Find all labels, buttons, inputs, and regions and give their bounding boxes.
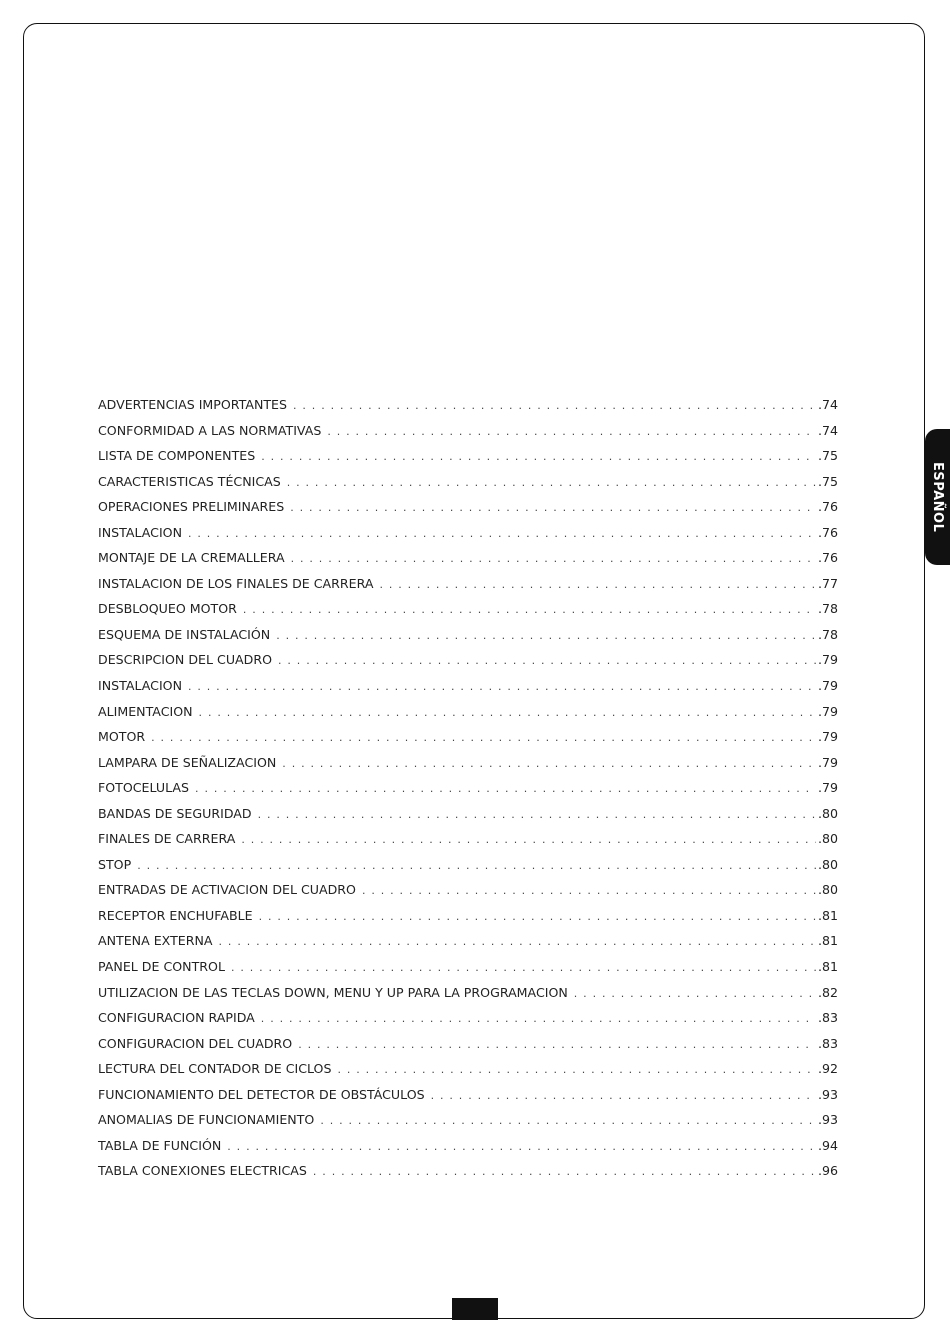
toc-entry-title: CARACTERISTICAS TÉCNICAS <box>98 473 281 489</box>
toc-entry <box>98 806 838 832</box>
toc-entry-title: RECEPTOR ENCHUFABLE <box>98 907 253 923</box>
toc-dot-leader <box>327 425 816 438</box>
toc-entry <box>98 1087 838 1113</box>
toc-entry-title: ADVERTENCIAS IMPORTANTES <box>98 397 288 412</box>
toc-dot-leader <box>278 654 816 667</box>
toc-entry-page: .74 <box>817 422 838 438</box>
toc-dot-leader <box>287 476 816 489</box>
toc-dot-leader <box>261 1012 816 1025</box>
toc-dot-leader <box>243 603 816 616</box>
toc-entry-page: .79 <box>817 652 838 668</box>
toc-dot-leader <box>290 501 816 514</box>
toc-entry-title: CONFORMIDAD A LAS NORMATIVAS <box>98 422 322 438</box>
toc-dot-leader <box>199 706 816 719</box>
toc-entry <box>98 550 838 576</box>
toc-dot-leader <box>379 578 815 591</box>
toc-entry-page: .75 <box>817 448 838 464</box>
toc-entry-title: DESBLOQUEO MOTOR <box>98 601 237 617</box>
toc-dot-leader <box>227 1140 816 1153</box>
toc-entry <box>98 1138 838 1164</box>
toc-entry-page: .76 <box>817 499 838 515</box>
toc-dot-leader <box>313 1165 816 1178</box>
toc-entry <box>98 1010 838 1036</box>
toc-entry <box>98 831 838 857</box>
toc-entry-title: DESCRIPCION DEL CUADRO <box>98 652 273 668</box>
toc-dot-leader <box>259 910 816 923</box>
toc-dot-leader <box>320 1114 816 1127</box>
toc-entry <box>98 627 838 653</box>
toc-dot-leader <box>188 527 816 540</box>
toc-dot-leader <box>291 552 816 565</box>
toc-dot-leader <box>282 757 816 770</box>
toc-entry-title: ANOMALIAS DE FUNCIONAMIENTO <box>98 1112 315 1128</box>
toc-entry-page: .76 <box>817 550 838 566</box>
toc-dot-leader <box>137 859 816 872</box>
toc-entry <box>98 448 838 474</box>
toc-entry-page: .81 <box>817 933 838 949</box>
toc-entry <box>98 678 838 704</box>
toc-entry-page: .79 <box>817 703 838 719</box>
toc-entry-page: .79 <box>817 678 838 694</box>
toc-entry-title: UTILIZACION DE LAS TECLAS DOWN, MENU Y UP PARA LA PROGRAMACION <box>98 984 568 1000</box>
toc-entry-title: INSTALACION <box>98 678 182 694</box>
toc-entry <box>98 397 838 423</box>
toc-dot-leader <box>276 629 816 642</box>
toc-entry <box>98 857 838 883</box>
toc-dot-leader <box>337 1063 816 1076</box>
toc-entry-page: .96 <box>817 1163 838 1179</box>
toc-dot-leader <box>195 782 816 795</box>
toc-entry-title: FUNCIONAMIENTO DEL DETECTOR DE OBSTÁCULOS <box>98 1086 425 1102</box>
toc-entry <box>98 729 838 755</box>
toc-entry <box>98 474 838 500</box>
toc-entry-title: INSTALACION DE LOS FINALES DE CARRERA <box>98 575 374 591</box>
toc-entry-title: ALIMENTACION <box>98 703 193 719</box>
page-number-box <box>452 1298 498 1320</box>
toc-entry-page: .79 <box>817 780 838 796</box>
toc-entry-page: .78 <box>817 601 838 617</box>
toc-dot-leader <box>188 680 816 693</box>
toc-entry-page: .83 <box>817 1010 838 1026</box>
toc-entry-title: OPERACIONES PRELIMINARES <box>98 499 285 515</box>
toc-entry-title: BANDAS DE SEGURIDAD <box>98 805 252 821</box>
toc-entry-title: MOTOR <box>98 729 146 745</box>
toc-entry-title: LECTURA DEL CONTADOR DE CICLOS <box>98 1061 332 1077</box>
toc-entry-page: .79 <box>817 729 838 745</box>
toc-entry-title: MONTAJE DE LA CREMALLERA <box>98 550 285 566</box>
toc-dot-leader <box>261 450 816 463</box>
toc-entry-title: ESQUEMA DE INSTALACIÓN <box>98 626 271 642</box>
toc-entry <box>98 755 838 781</box>
toc-entry-title: CONFIGURACION RAPIDA <box>98 1010 255 1026</box>
toc-dot-leader <box>219 935 816 948</box>
toc-entry <box>98 652 838 678</box>
toc-entry-title: TABLA CONEXIONES ELECTRICAS <box>98 1163 307 1179</box>
toc-entry-page: .80 <box>817 831 838 847</box>
toc-entry <box>98 499 838 525</box>
toc-entry-page: .78 <box>817 626 838 642</box>
toc-dot-leader <box>362 884 816 897</box>
toc-entry-title: CONFIGURACION DEL CUADRO <box>98 1035 293 1051</box>
toc-entry-page: .93 <box>817 1112 838 1128</box>
toc-dot-leader <box>258 808 816 821</box>
toc-entry <box>98 882 838 908</box>
toc-dot-leader <box>151 731 816 744</box>
toc-entry-page: .76 <box>817 524 838 540</box>
toc-entry-title: ENTRADAS DE ACTIVACION DEL CUADRO <box>98 882 356 898</box>
toc-entry-title: LAMPARA DE SEÑALIZACION <box>98 754 277 770</box>
toc-entry-title: PANEL DE CONTROL <box>98 959 225 975</box>
toc-entry-page: .81 <box>817 959 838 975</box>
toc-entry-title: LISTA DE COMPONENTES <box>98 448 256 464</box>
toc-entry <box>98 985 838 1011</box>
toc-entry-page: .92 <box>817 1061 838 1077</box>
toc-entry-page: .83 <box>817 1035 838 1051</box>
toc-entry <box>98 1061 838 1087</box>
toc-dot-leader <box>431 1089 816 1102</box>
toc-entry <box>98 1163 838 1189</box>
toc-entry-title: ANTENA EXTERNA <box>98 933 213 949</box>
toc-entry-page: .75 <box>817 473 838 489</box>
toc-entry-page: .79 <box>817 754 838 770</box>
toc-entry <box>98 423 838 449</box>
toc-entry-page: .80 <box>817 805 838 821</box>
toc-entry <box>98 780 838 806</box>
toc-entry-title: INSTALACION <box>98 524 182 540</box>
toc-entry <box>98 1036 838 1062</box>
toc-entry-page: .74 <box>817 397 838 412</box>
language-side-tab-label: ESPAÑOL <box>930 461 945 533</box>
table-of-contents <box>98 397 838 1189</box>
toc-entry <box>98 1112 838 1138</box>
toc-entry-page: .77 <box>817 575 838 591</box>
toc-entry <box>98 704 838 730</box>
toc-entry-page: .80 <box>817 856 838 872</box>
toc-entry <box>98 525 838 551</box>
toc-entry-page: .94 <box>817 1137 838 1153</box>
toc-entry <box>98 959 838 985</box>
toc-entry-page: .80 <box>817 882 838 898</box>
toc-entry-title: TABLA DE FUNCIÓN <box>98 1137 222 1153</box>
toc-dot-leader <box>298 1038 816 1051</box>
toc-entry <box>98 933 838 959</box>
toc-entry-title: STOP <box>98 856 132 872</box>
toc-dot-leader <box>574 987 816 1000</box>
toc-dot-leader <box>241 833 816 846</box>
toc-entry <box>98 908 838 934</box>
toc-dot-leader <box>231 961 816 974</box>
toc-dot-leader <box>293 399 816 412</box>
toc-entry <box>98 601 838 627</box>
toc-entry-page: .81 <box>817 907 838 923</box>
toc-entry-title: FINALES DE CARRERA <box>98 831 236 847</box>
toc-entry-page: .93 <box>817 1086 838 1102</box>
toc-entry-title: FOTOCELULAS <box>98 780 190 796</box>
toc-entry <box>98 576 838 602</box>
toc-entry-page: .82 <box>817 984 838 1000</box>
